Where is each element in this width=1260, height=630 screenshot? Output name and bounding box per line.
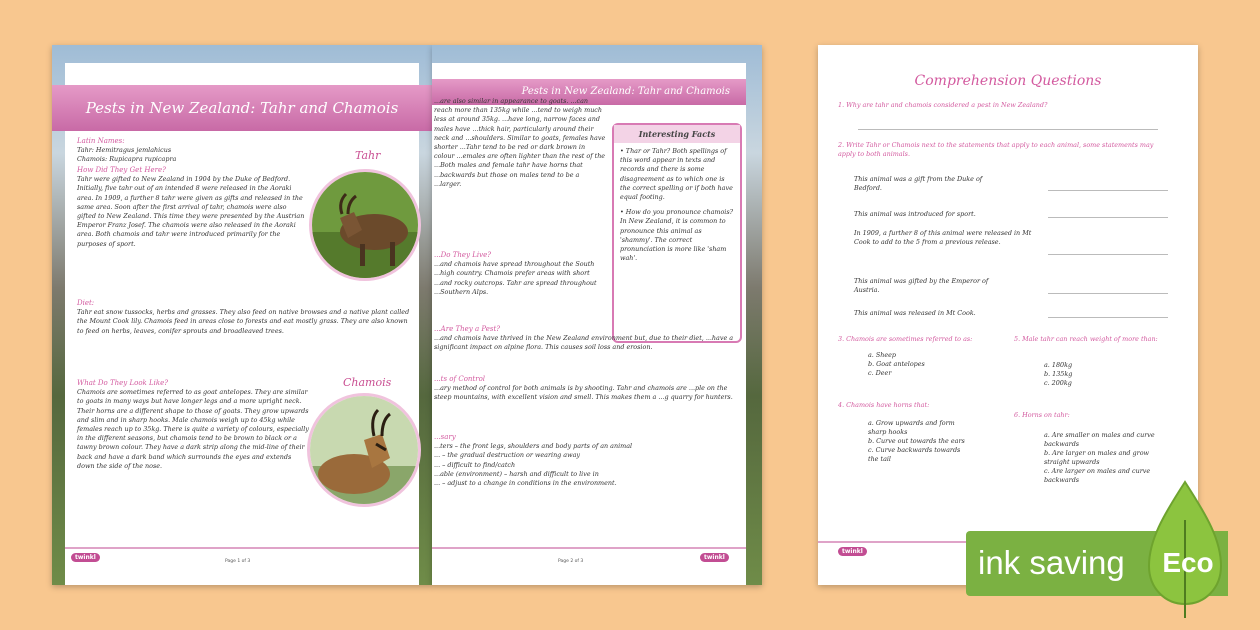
answer-line bbox=[1048, 293, 1168, 294]
text-live: ...and chamois have spread throughout the South ...high country. Chamois prefer areas with short ...and rocky outcrops. Tahr are spread throughout ...Southern Alps. bbox=[434, 260, 597, 296]
question-2: 2. Write Tahr or Chamois next to the statements that apply to each animal, some statements may apply to both animals. bbox=[838, 141, 1154, 158]
question-6: 6. Horns on tahr: bbox=[1014, 411, 1070, 419]
text-pest: ...and chamois have thrived in the New Zealand environment but, due to their diet, ...have a significant impact on alpine flora. This causes soil loss and erosion. bbox=[434, 334, 734, 352]
section-glossary bbox=[434, 433, 734, 488]
page-2-title: Pests in New Zealand: Tahr and Chamois bbox=[432, 79, 746, 105]
heading-how: How Did They Get Here? bbox=[77, 166, 166, 174]
question-6-options bbox=[1044, 431, 1174, 485]
section-look bbox=[77, 379, 309, 471]
latin-tahr: Tahr: Hemitragus jemlahicus bbox=[77, 146, 172, 155]
statement-4: This animal was gifted by the Emperor of Austria. bbox=[854, 277, 989, 294]
statement-5: This animal was released in Mt Cook. bbox=[854, 309, 976, 317]
page-1-logo: twinkl bbox=[71, 553, 100, 562]
page-2-content bbox=[432, 63, 746, 585]
glossary-item: ... – the gradual destruction or wearing away bbox=[434, 451, 581, 460]
page-3-logo: twinkl bbox=[838, 547, 867, 556]
glossary-item: ... – difficult to find/catch bbox=[434, 460, 516, 469]
statement-1: This animal was a gift from the Duke of Bedford. bbox=[854, 175, 983, 192]
option: b. Goat antelopes bbox=[868, 360, 925, 368]
option: b. 135kg bbox=[1044, 370, 1073, 378]
question-4-options bbox=[868, 419, 968, 464]
chamois-label: Chamois bbox=[343, 376, 392, 389]
page-2-footer-line bbox=[432, 547, 746, 549]
glossary-item: ...able (environment) – harsh and difficult to live in bbox=[434, 469, 599, 478]
option: a. Sheep bbox=[868, 351, 897, 359]
option: c. Are larger on males and curve backwards bbox=[1044, 467, 1151, 484]
section-pest bbox=[434, 325, 734, 353]
tahr-label: Tahr bbox=[355, 149, 381, 162]
interesting-facts-box bbox=[612, 123, 742, 343]
answer-line bbox=[1048, 217, 1168, 218]
heading-look: What Do They Look Like? bbox=[77, 379, 169, 387]
question-4: 4. Chamois have horns that: bbox=[838, 401, 930, 409]
page-1-footer-line bbox=[65, 547, 419, 549]
text-how: Tahr were gifted to New Zealand in 1904 by the Duke of Bedford. Initially, five tahr out of an intended 8 were released in the Aoraki area. In 1909, a further 8 tahr were given as gifts and released in the same area. Soon after the first arrival of tahr, chamois were also gifted to New Zealand. This time they were presented by the Austrian Emperor Franz Josef. The chamois were also released in the Aoraki area. Both chamois and tahr were introduced primarily for the purposes of sport. bbox=[77, 175, 305, 248]
eco-label: Eco bbox=[1162, 547, 1214, 578]
statement-2: This animal was introduced for sport. bbox=[854, 210, 976, 218]
option: a. 180kg bbox=[1044, 361, 1073, 369]
section-intro bbox=[434, 97, 606, 189]
comprehension-title: Comprehension Questions bbox=[914, 73, 1102, 89]
page-2-logo: twinkl bbox=[700, 553, 729, 562]
glossary-item: ... – adjust to a change in conditions in the environment. bbox=[434, 479, 617, 488]
text-diet: Tahr eat snow tussocks, herbs and grasses. They also feed on native browses and a native plant called the Mount Cook lily. Chamois feed in areas close to forests and eat mostly grass. They are also known to feed on herbs, leaves, conifer sprouts and broadleaved trees. bbox=[77, 308, 410, 335]
glossary-item: ...ters – the front legs, shoulders and body parts of an animal bbox=[434, 442, 633, 451]
tahr-image bbox=[312, 172, 418, 278]
page-1-content bbox=[65, 63, 419, 585]
answer-line bbox=[1048, 317, 1168, 318]
worksheet-page-2 bbox=[432, 45, 762, 585]
heading-pest: ...Are They a Pest? bbox=[434, 325, 501, 333]
page-1-title: Pests in New Zealand: Tahr and Chamois bbox=[52, 85, 432, 131]
option: c. Curve backwards towards the tail bbox=[868, 446, 961, 463]
heading-diet: Diet: bbox=[77, 299, 95, 307]
latin-names bbox=[77, 137, 277, 165]
section-how bbox=[77, 166, 307, 249]
latin-heading: Latin Names: bbox=[77, 137, 125, 145]
ink-saving-text: ink saving bbox=[978, 544, 1125, 581]
text-control: ...ary method of control for both animals is by shooting. Tahr and chamois are ...ple on the steep mountains, with excellent vision and smell. This makes them a ...g quarry for hunters. bbox=[434, 384, 733, 402]
text-intro: ...are also similar in appearance to goats. ...can reach more than 135kg while ...tend to weigh much less at around 35kg. ...have long, narrow faces and males have ...thick hair, particularly around their neck and ...shoulders. Similar to goats, females have shorter ...Tahr tend to be red or dark brown in colour ...emales are often lighter than the rest of the ...Both males and female tahr have horns that ...backwards but those on males tend to be a ...larger. bbox=[434, 97, 606, 188]
option: c. 200kg bbox=[1044, 379, 1072, 387]
option: b. Curve out towards the ears bbox=[868, 437, 965, 445]
facts-list bbox=[614, 143, 740, 267]
chamois-image bbox=[310, 396, 418, 504]
question-5: 5. Male tahr can reach weight of more than: bbox=[1014, 335, 1158, 343]
worksheet-page-1 bbox=[52, 45, 432, 585]
option: a. Are smaller on males and curve backwards bbox=[1044, 431, 1155, 448]
text-look: Chamois are sometimes referred to as goat antelopes. They are similar to goats in many ways but have longer legs and a more upright neck. Their horns are a different shape to those of goats. They grow upwards and slim and in sharp hooks. Male chamois weigh up to 45kg while females reach up to 35kg. There is quite a variety of colours, especially in the different seasons, but chamois tend to be brown to black or a tawny brown colour. They have a dark strip along the mid-line of their back and have a dark band which surrounds the eyes and extends down the side of the nose. bbox=[77, 388, 309, 470]
heading-live: ...Do They Live? bbox=[434, 251, 491, 259]
section-live bbox=[434, 251, 606, 297]
question-1: 1. Why are tahr and chamois considered a pest in New Zealand? bbox=[838, 101, 1048, 109]
facts-title: Interesting Facts bbox=[614, 125, 740, 143]
option: c. Deer bbox=[868, 369, 892, 377]
latin-chamois: Chamois: Rupicapra rupicapra bbox=[77, 155, 177, 164]
fact-item: • Thar or Tahr? Both spellings of this word appear in texts and records and there is some disagreement as to which one is the correct spelling or if both have equal footing. bbox=[620, 147, 733, 202]
worksheet-page-3 bbox=[818, 45, 1198, 585]
chamois-photo bbox=[307, 393, 421, 507]
fact-item: • How do you pronounce chamois? In New Zealand, it is common to pronounce this animal as 'shammy'. The correct pronunciation is more like 'sham wah'. bbox=[620, 208, 734, 263]
question-3: 3. Chamois are sometimes referred to as: bbox=[838, 335, 973, 343]
section-diet bbox=[77, 299, 413, 336]
statement-3: In 1909, a further 8 of this animal were released in Mt Cook to add to the 5 from a previous release. bbox=[854, 229, 1032, 246]
tahr-photo bbox=[309, 169, 421, 281]
answer-line bbox=[1048, 254, 1168, 255]
heading-control: ...ts of Control bbox=[434, 375, 486, 383]
option: b. Are larger on males and grow straight upwards bbox=[1044, 449, 1150, 466]
question-5-options bbox=[1044, 361, 1164, 388]
question-3-options bbox=[868, 351, 988, 378]
section-control bbox=[434, 375, 734, 403]
page-2-number: Page 2 of 3 bbox=[558, 559, 584, 564]
option: a. Grow upwards and form sharp hooks bbox=[868, 419, 955, 436]
answer-line bbox=[858, 129, 1158, 130]
heading-glossary: ...sary bbox=[434, 433, 456, 441]
page-1-number: Page 1 of 3 bbox=[225, 559, 251, 564]
answer-line bbox=[1048, 190, 1168, 191]
